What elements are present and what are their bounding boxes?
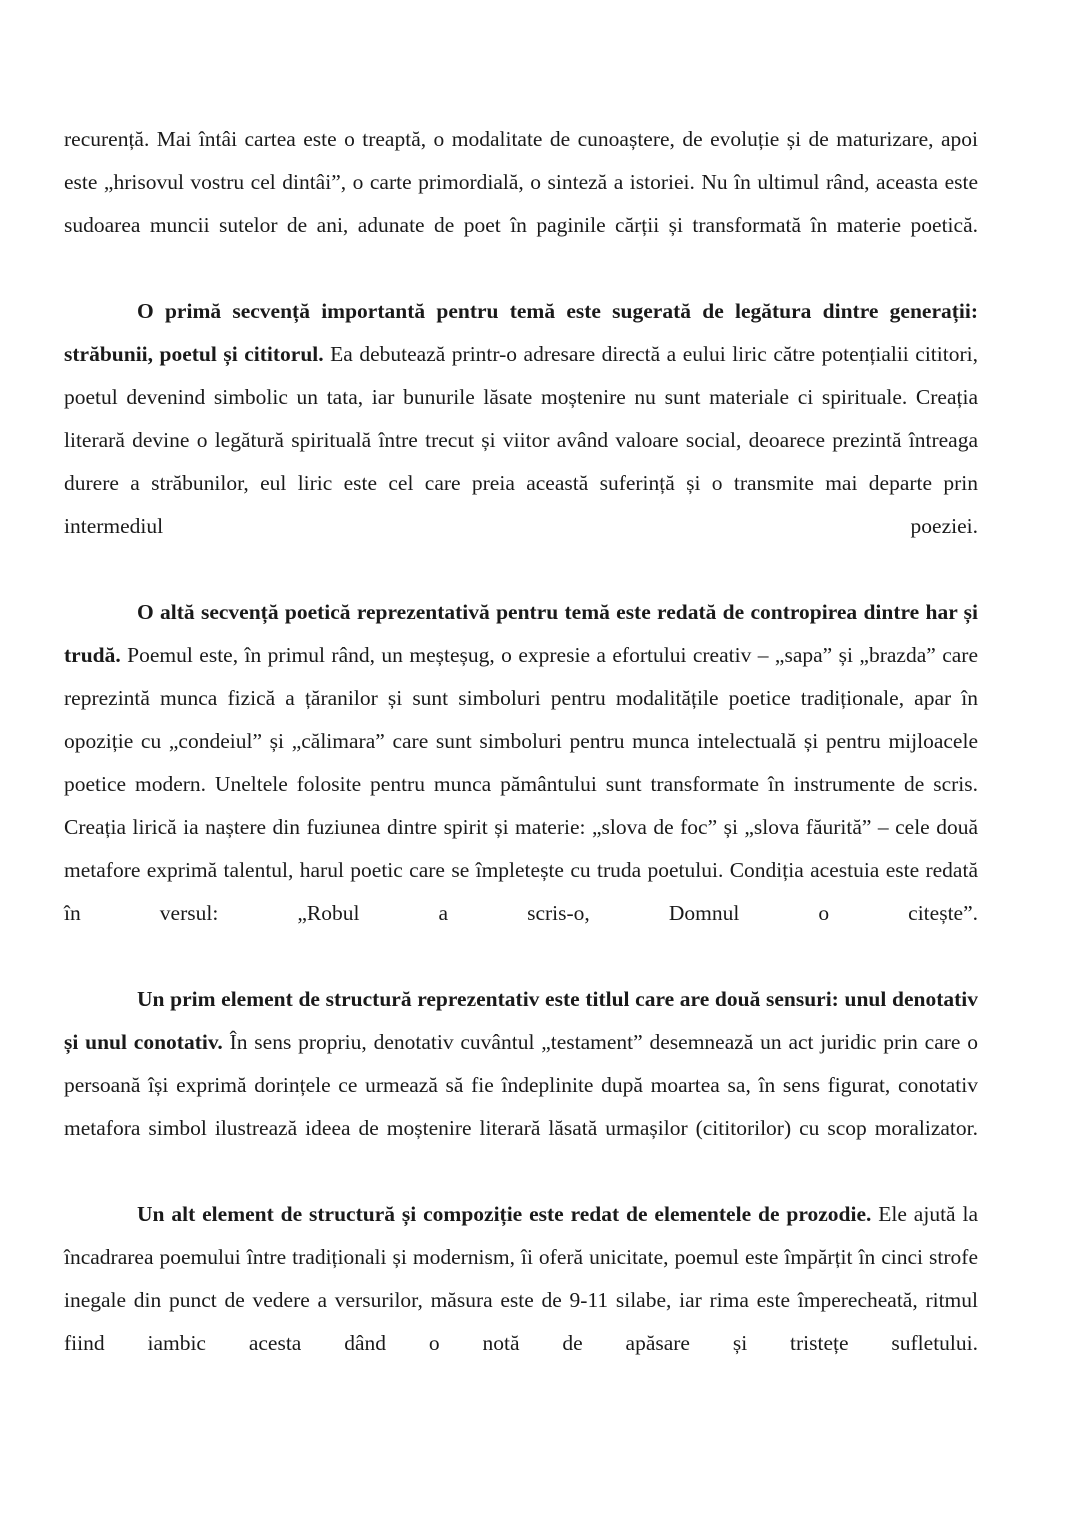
paragraph-2-lead: O primă secvență importantă pentru temă este sugerată de legătura dintre generații: străbunii, poetul și cititorul. (64, 299, 978, 366)
paragraph-1 (64, 118, 978, 290)
paragraph-3-lead: O altă secvență poetică reprezentativă pentru temă este redată de contropirea dintre har și trudă. (64, 600, 978, 667)
document-text-body (64, 118, 978, 1408)
paragraph-3-text: Poemul este, în primul rând, un meșteșug, o expresie a efortului creativ – „sapa” și „brazda” care reprezintă munca fizică a țăranilor și sunt simboluri pentru modalitățile poetice tradiționale, apar în opoziție cu „condeiul” și „călimara” care sunt simboluri pentru munca intelectuală și pentru mijloacele poetice modern. Uneltele folosite pentru munca pământului sunt transformate în instrumente de scris. Creația lirică ia naștere din fuziunea dintre spirit și materie: „slova de foc” și „slova făurită” – cele două metafore exprimă talentul, harul poetic care se împletește cu truda poetului. Condiția acestuia este redată în versul: „Robul a scris-o, Domnul o citește”. (64, 643, 978, 925)
paragraph-2 (64, 290, 978, 591)
paragraph-2-text: Ea debutează printr-o adresare directă a eului liric către potențialii cititori, poetul devenind simbolic un tata, iar bunurile lăsate moștenire nu sunt materiale ci spirituale. Creația literară devine o legătură spirituală între trecut și viitor având valoare social, deoarece prezintă întreaga durere a străbunilor, eul liric este cel care preia această suferință și o transmite mai departe prin intermediul poeziei. (64, 342, 978, 538)
paragraph-4-lead: Un prim element de structură reprezentativ este titlul care are două sensuri: unul denotativ și unul conotativ. (64, 987, 978, 1054)
paragraph-5 (64, 1193, 978, 1408)
paragraph-4 (64, 978, 978, 1193)
paragraph-1-text: recurență. Mai întâi cartea este o treaptă, o modalitate de cunoaștere, de evoluție și de maturizare, apoi este „hrisovul vostru cel dintâi”, o carte primordială, o sinteză a istoriei. Nu în ultimul rând, aceasta este sudoarea muncii sutelor de ani, adunate de poet în paginile cărții și transformată în materie poetică. (64, 127, 978, 237)
paragraph-4-text: În sens propriu, denotativ cuvântul „testament” desemnează un act juridic prin care o persoană își exprimă dorințele ce urmează să fie îndeplinite după moartea sa, în sens figurat, conotativ metafora simbol ilustrează ideea de moștenire literară lăsată urmașilor (cititorilor) cu scop moralizator. (64, 1030, 978, 1140)
paragraph-5-lead: Un alt element de structură și compoziție este redat de elementele de prozodie. (137, 1202, 872, 1226)
paragraph-3 (64, 591, 978, 978)
paragraph-5-text: Ele ajută la încadrarea poemului între tradiționali și modernism, îi oferă unicitate, poemul este împărțit în cinci strofe inegale din punct de vedere a versurilor, măsura este de 9-11 silabe, iar rima este împerecheată, ritmul fiind iambic acesta dând o notă de apăsare și tristețe sufletului. (64, 1202, 978, 1355)
